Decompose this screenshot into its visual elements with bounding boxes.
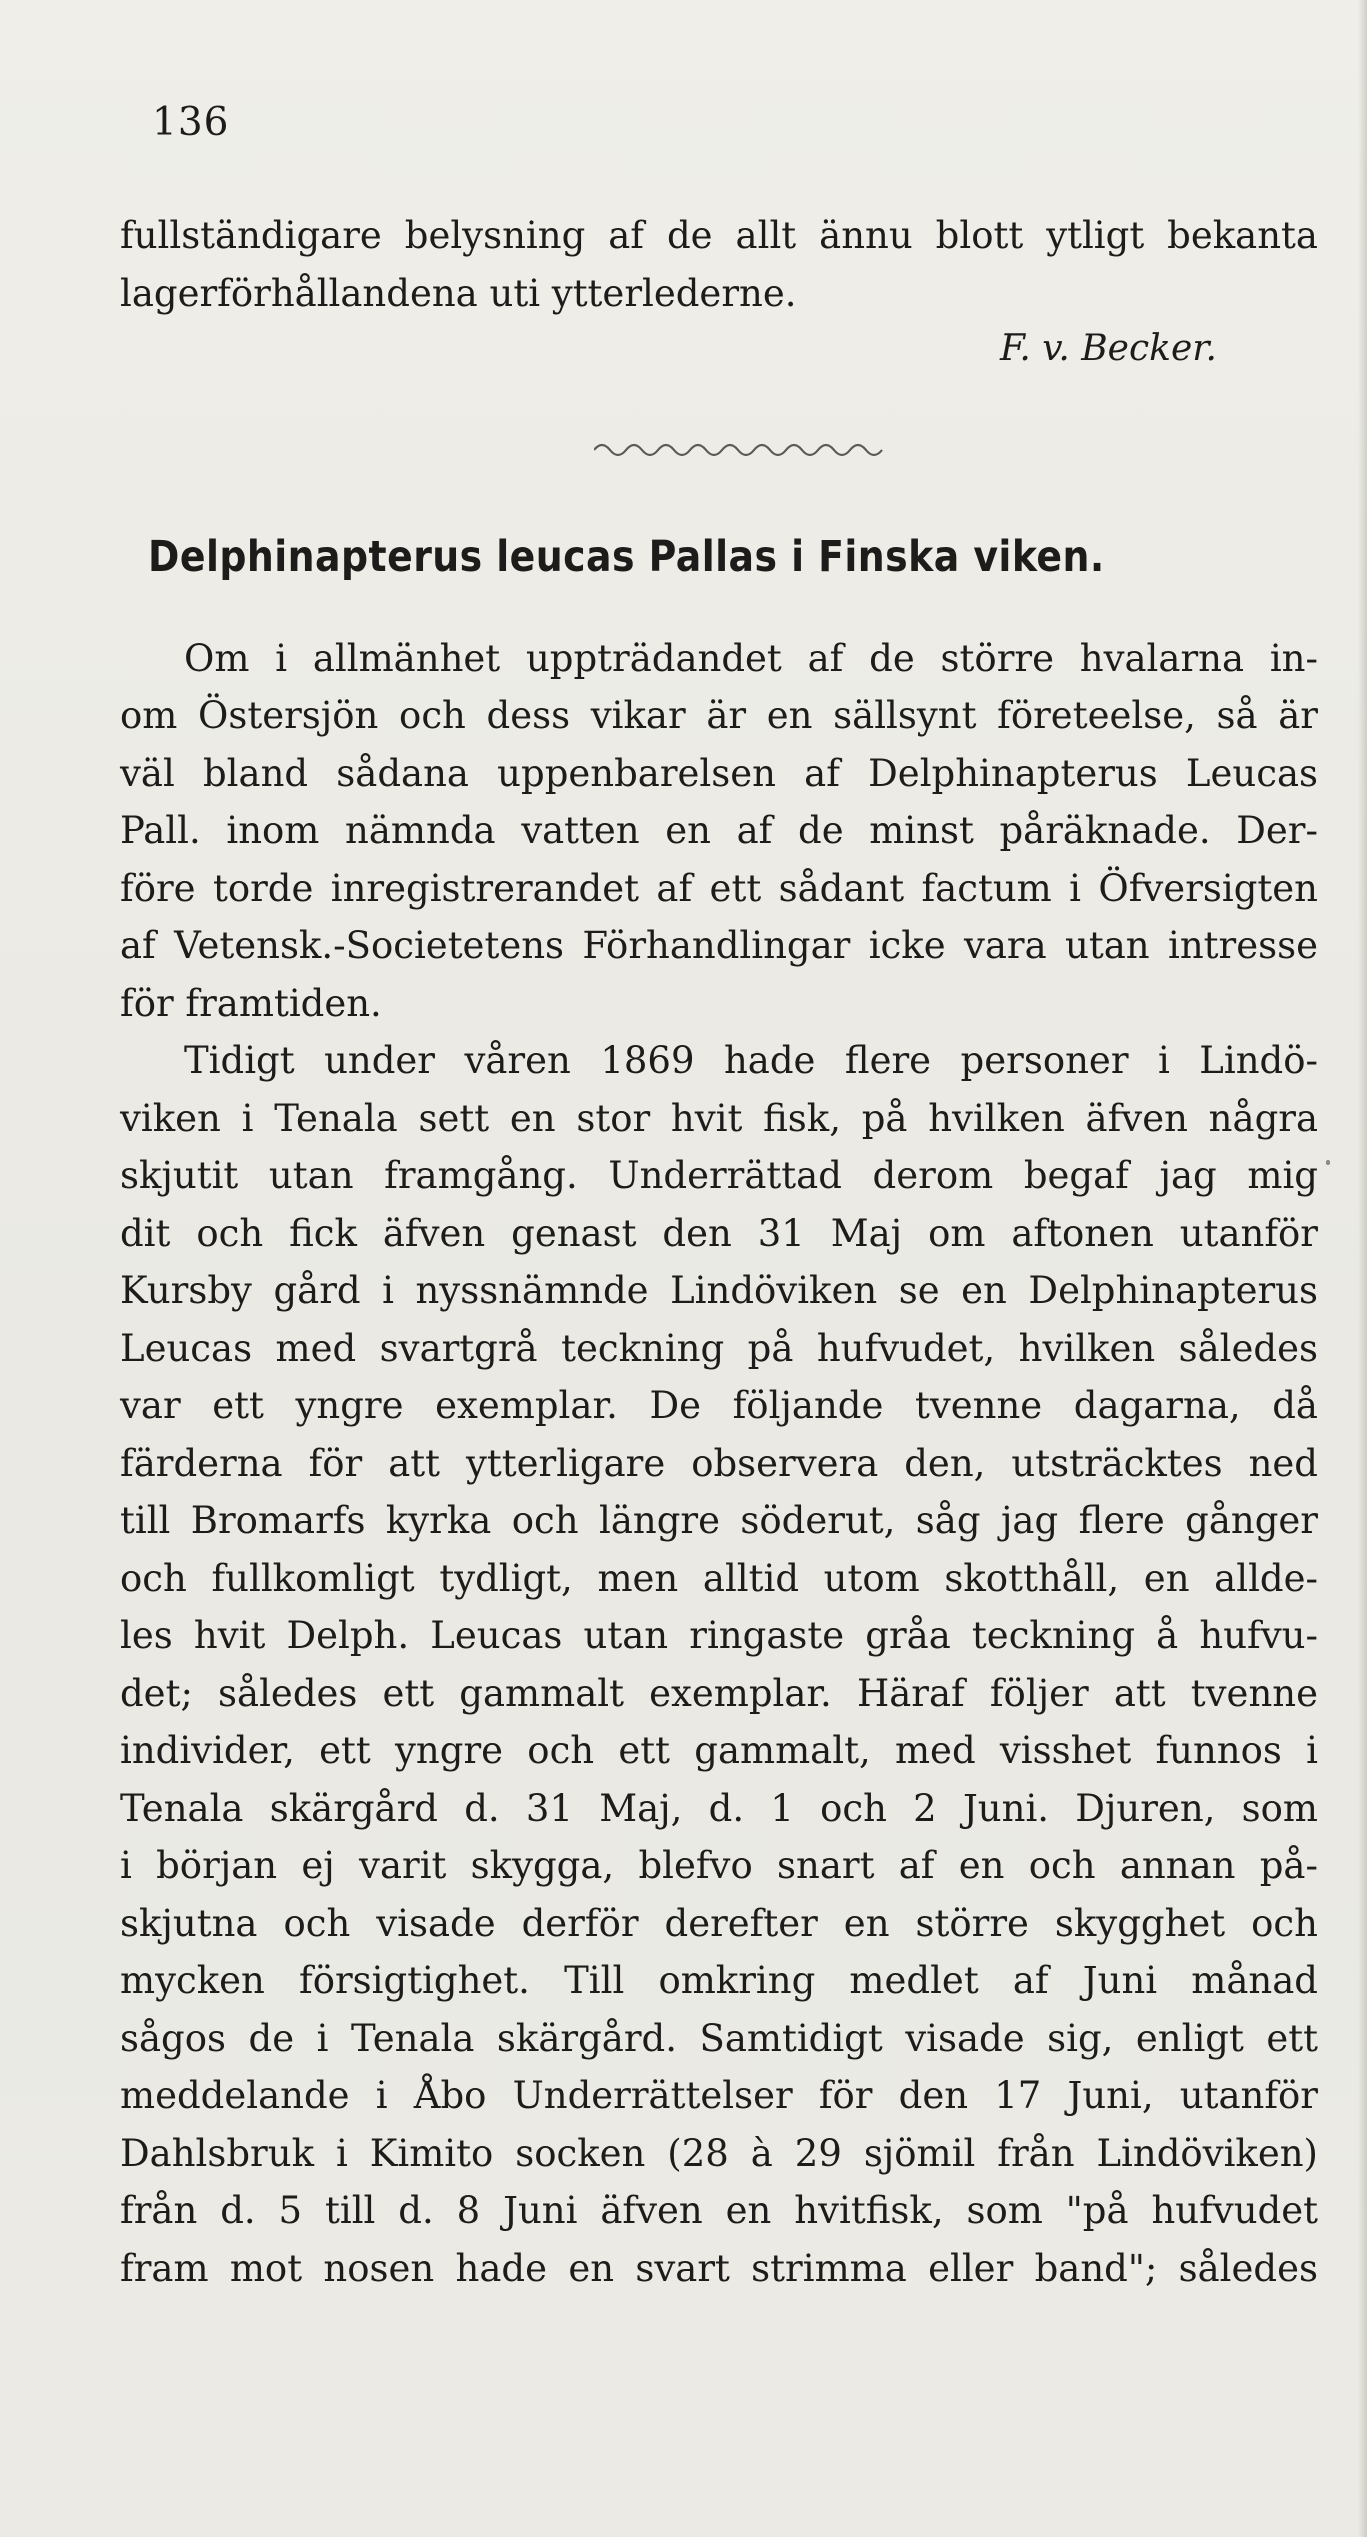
text-line: skjutna och visade derför derefter en större skygghet och [120,1902,1318,1945]
text-line: af Vetensk.-Societetens Förhandlingar icke vara utan intresse [120,924,1318,967]
text-line: viken i Tenala sett en stor hvit fisk, på hvilken äfven några [120,1097,1318,1140]
text-line: till Bromarfs kyrka och längre söderut, såg jag flere gånger [120,1499,1318,1542]
page-edge-shadow [1358,0,1367,2537]
text-line: Dahlsbruk i Kimito socken (28 à 29 sjömil från Lindöviken) [120,2132,1318,2175]
text-line: skjutit utan framgång. Underrättad derom begaf jag mig [120,1154,1318,1197]
page-number: 136 [152,100,230,145]
text-line: om Östersjön och dess vikar är en sällsynt företeelse, så är [120,694,1318,737]
text-line: väl bland sådana uppenbarelsen af Delphinapterus Leucas [120,752,1318,795]
text-line: var ett yngre exemplar. De följande tvenne dagarna, då [120,1384,1318,1427]
margin-speck [1326,1160,1330,1165]
text-line: sågos de i Tenala skärgård. Samtidigt visade sig, enligt ett [120,2017,1318,2060]
text-line: dit och fick äfven genast den 31 Maj om aftonen utanför [120,1212,1318,1255]
text-line: Pall. inom nämnda vatten en af de minst påräknade. Der- [120,809,1318,852]
text-line: färderna för att ytterligare observera den, utsträcktes ned [120,1442,1318,1485]
author-signature: F. v. Becker. [1000,328,1217,369]
text-line: fullständigare belysning af de allt ännu blott ytligt bekanta [120,214,1318,257]
text-line: fram mot nosen hade en svart strimma eller band"; således [120,2247,1318,2290]
text-line: individer, ett yngre och ett gammalt, med visshet funnos i [120,1729,1318,1772]
text-line: Kursby gård i nyssnämnde Lindöviken se en Delphinapterus [120,1269,1318,1312]
decorative-wave-ornament-icon [594,434,884,460]
text-line: lagerförhållandena uti ytterlederne. [120,272,797,315]
text-line: från d. 5 till d. 8 Juni äfven en hvitfisk, som "på hufvudet [120,2189,1318,2232]
text-line: Tenala skärgård d. 31 Maj, d. 1 och 2 Juni. Djuren, som [120,1787,1318,1830]
text-line: för framtiden. [120,982,382,1025]
text-line: Tidigt under våren 1869 hade flere personer i Lindö- [184,1039,1318,1082]
text-line: i början ej varit skygga, blefvo snart af en och annan på- [120,1844,1318,1887]
article-title: Delphinapterus leucas Pallas i Finska viken. [148,532,1105,582]
text-line: och fullkomligt tydligt, men alltid utom skotthåll, en allde- [120,1557,1318,1600]
text-line: före torde inregistrerandet af ett sådant factum i Öfversigten [120,867,1318,910]
text-line: mycken försigtighet. Till omkring medlet af Juni månad [120,1959,1318,2002]
text-line: Om i allmänhet uppträdandet af de större hvalarna in- [184,637,1318,680]
text-line: det; således ett gammalt exemplar. Häraf följer att tvenne [120,1672,1318,1715]
text-line: Leucas med svartgrå teckning på hufvudet, hvilken således [120,1327,1318,1370]
text-line: les hvit Delph. Leucas utan ringaste gråa teckning å hufvu- [120,1614,1318,1657]
text-line: meddelande i Åbo Underrättelser för den 17 Juni, utanför [120,2074,1318,2117]
